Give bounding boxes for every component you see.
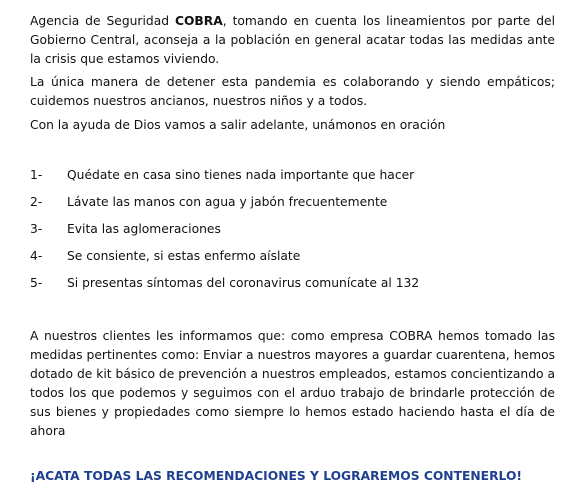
intro-paragraph (30, 12, 555, 69)
list-item-number: 2- (30, 195, 43, 209)
list-item-text: Si presentas síntomas del coronavirus comunícate al 132 (67, 276, 420, 290)
empathy-paragraph: La única manera de detener esta pandemia es colaborando y siendo empáticos; cuidemos nuestros ancianos, nuestros niños y a todos. (30, 75, 555, 108)
clients-paragraph: A nuestros clientes les informamos que: como empresa COBRA hemos tomado las medidas pertinentes como: Enviar a nuestros mayores a guardar cuarentena, hemos dotado de kit básico de prevención a nuestros empleados, estamos concientizando a todos los que podemos y seguimos con el arduo trabajo de brindarle protección de sus bienes y propiedades como siempre lo hemos estado haciendo hasta el día de ahora (30, 329, 555, 438)
list-item-number: 1- (30, 168, 43, 182)
list-item (30, 193, 555, 212)
list-item-text: Se consiente, si estas enfermo aíslate (67, 249, 301, 263)
list-item (30, 247, 555, 266)
list-item-text: Quédate en casa sino tienes nada importante que hacer (67, 168, 415, 182)
list-item-number: 3- (30, 222, 43, 236)
brand-name: COBRA (174, 14, 223, 28)
document-body (30, 12, 555, 486)
closing-slogan: ¡ACATA TODAS LAS RECOMENDACIONES Y LOGRAREMOS CONTENERLO! (30, 469, 523, 483)
intro-prefix: Agencia de Seguridad (30, 14, 175, 28)
list-item-number: 4- (30, 249, 43, 263)
recommendations-list (30, 166, 555, 293)
intro-rest: , tomando en cuenta los lineamientos por parte del Gobierno Central, aconseja a la población en general acatar todas las medidas ante la crisis que estamos viviendo. (30, 14, 555, 66)
list-item (30, 220, 555, 239)
list-item-text: Evita las aglomeraciones (67, 222, 221, 236)
list-item (30, 274, 555, 293)
list-item-number: 5- (30, 276, 43, 290)
list-item-text: Lávate las manos con agua y jabón frecuentemente (67, 195, 388, 209)
list-item (30, 166, 555, 185)
prayer-paragraph: Con la ayuda de Dios vamos a salir adelante, unámonos en oración (30, 118, 446, 132)
